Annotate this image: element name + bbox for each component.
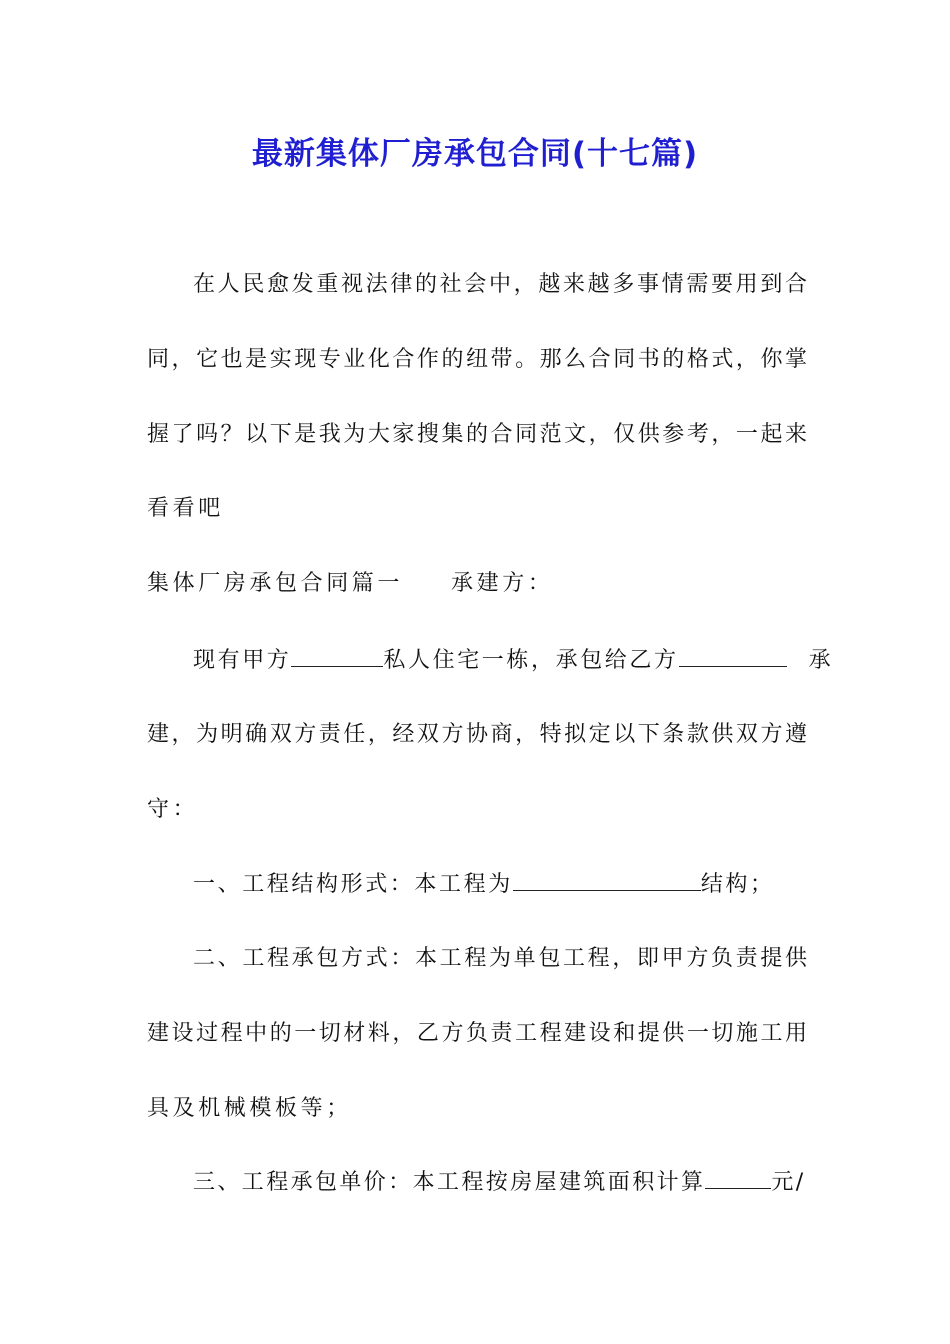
intro-line-4: 看看吧 — [147, 496, 224, 521]
clause2-line-1: 二、工程承包方式：本工程为单包工程，即甲方负责提供 — [193, 946, 807, 971]
clause1-line — [147, 868, 807, 902]
para1-text-c: 承 — [808, 648, 834, 673]
section-heading-line — [147, 567, 807, 601]
para1-line-1 — [147, 644, 834, 678]
intro-line-2: 同，它也是实现专业化合作的纽带。那么合同书的格式，你掌 — [147, 347, 807, 372]
para1-text-a: 现有甲方 — [193, 648, 292, 673]
clause3-text-a: 三、工程承包单价：本工程按房屋建筑面积计算 — [193, 1170, 706, 1195]
clause2-line-2: 建设过程中的一切材料，乙方负责工程建设和提供一切施工用 — [147, 1021, 807, 1046]
clause1-text-b: 结构； — [700, 872, 775, 897]
clause3-line — [147, 1166, 807, 1200]
intro-line-1: 在人民愈发重视法律的社会中，越来越多事情需要用到合 — [193, 272, 807, 297]
blank-structure — [513, 868, 701, 891]
para1-line-3: 守： — [147, 797, 199, 822]
blank-party-a — [291, 644, 383, 667]
blank-party-b — [679, 644, 787, 667]
clause3-text-b: 元/ — [771, 1170, 806, 1195]
intro-line-3: 握了吗？以下是我为大家搜集的合同范文，仅供参考，一起来 — [147, 422, 807, 447]
document-title: 最新集体厂房承包合同(十七篇) — [251, 136, 699, 172]
section-party: 承建方： — [451, 571, 554, 596]
para1-text-b: 私人住宅一栋，承包给乙方 — [383, 648, 679, 673]
section-heading: 集体厂房承包合同篇一 — [147, 571, 404, 596]
clause2-line-3: 具及机械模板等； — [147, 1096, 352, 1121]
para1-line-2: 建，为明确双方责任，经双方协商，特拟定以下条款供双方遵 — [147, 722, 807, 747]
blank-unit-price — [705, 1166, 771, 1189]
clause1-text-a: 一、工程结构形式：本工程为 — [193, 872, 513, 897]
